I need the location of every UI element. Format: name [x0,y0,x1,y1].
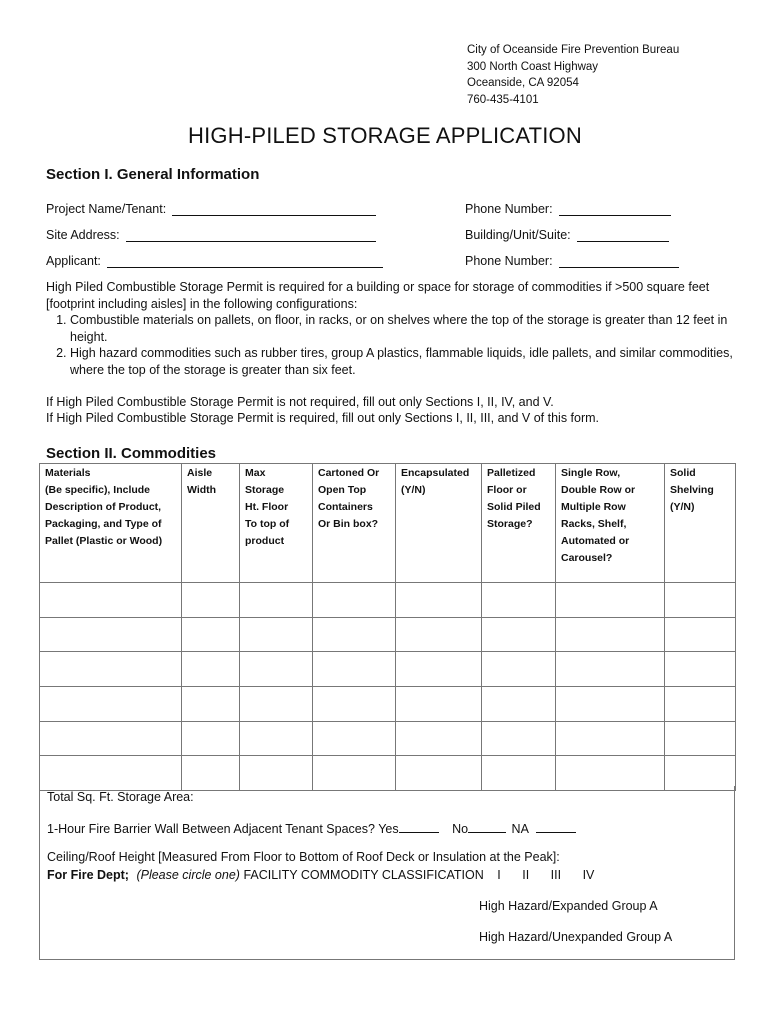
instruction-note: If High Piled Combustible Storage Permit is not required, fill out only Sections I, II, IV, and V. [46,395,554,409]
column-header-palletized: Palletized Floor or Solid Piled Storage? [482,464,556,583]
page-title: HIGH-PILED STORAGE APPLICATION [188,123,582,148]
fire-dept-label: For Fire Dept; [47,868,129,882]
table-cell[interactable] [396,687,482,722]
table-cell[interactable] [313,652,396,687]
na-blank[interactable] [536,820,576,833]
table-cell[interactable] [313,617,396,652]
permit-requirements [46,279,736,378]
site-address-label: Site Address: [46,228,120,242]
permit-intro: High Piled Combustible Storage Permit is required for a building or space for storage of commodities if >500 square feet [footprint including aisles] in the following configurations: [46,280,710,311]
fire-barrier-label: 1-Hour Fire Barrier Wall Between Adjacent Tenant Spaces? Yes [47,822,399,836]
table-cell[interactable] [396,721,482,756]
table-cell[interactable] [482,652,556,687]
table-cell[interactable] [40,583,182,618]
table-cell[interactable] [240,721,313,756]
address-line: Oceanside, CA 92054 [467,77,579,89]
commodities-table [39,463,736,791]
project-name-line[interactable] [172,201,376,216]
no-blank[interactable] [468,820,506,833]
table-cell[interactable] [40,652,182,687]
column-header-cartoned: Cartoned Or Open Top Containers Or Bin box? [313,464,396,583]
table-cell[interactable] [182,617,240,652]
applicant-line[interactable] [107,253,383,268]
table-cell[interactable] [482,583,556,618]
table-row [40,617,736,652]
applicant-label: Applicant: [46,254,101,268]
total-area-label: Total Sq. Ft. Storage Area: [47,790,194,804]
storage-details-box [39,786,735,960]
table-cell[interactable] [240,652,313,687]
table-cell[interactable] [482,721,556,756]
table-cell[interactable] [665,652,736,687]
bureau-address [467,42,679,108]
table-cell[interactable] [556,721,665,756]
column-header-encapsulated: Encapsulated (Y/N) [396,464,482,583]
table-cell[interactable] [665,583,736,618]
class-option[interactable]: IV [582,868,595,882]
table-cell[interactable] [665,617,736,652]
na-label: NA [511,822,529,836]
no-label: No [452,822,469,836]
table-cell[interactable] [40,617,182,652]
site-address-field[interactable] [46,227,376,242]
project-name-field[interactable] [46,201,376,216]
table-cell[interactable] [40,687,182,722]
requirement-item: 1. Combustible materials on pallets, on floor, in racks, or on shelves where the top of the storage is greater than 12 feet in height. [70,312,736,345]
column-header-rack-type: Single Row, Double Row or Multiple Row Racks, Shelf, Automated or Carousel? [556,464,665,583]
requirement-item: 2. High hazard commodities such as rubber tires, group A plastics, flammable liquids, idle pallets, and similar commodities, where the top of the storage is greater than six feet. [70,345,736,378]
table-cell[interactable] [556,617,665,652]
table-cell[interactable] [182,652,240,687]
instruction-note: If High Piled Combustible Storage Permit is required, fill out only Sections I, II, III, and V of this form. [46,411,600,425]
table-header-row [40,464,736,583]
applicant-field[interactable] [46,253,383,268]
building-unit-line[interactable] [577,227,669,242]
class-option[interactable]: II [522,868,530,882]
address-line: 760-435-4101 [467,93,539,106]
table-cell[interactable] [313,583,396,618]
site-address-line[interactable] [126,227,376,242]
table-cell[interactable] [313,721,396,756]
table-cell[interactable] [556,652,665,687]
table-cell[interactable] [396,617,482,652]
table-cell[interactable] [665,721,736,756]
table-cell[interactable] [240,617,313,652]
table-cell[interactable] [240,687,313,722]
table-row [40,687,736,722]
table-cell[interactable] [556,583,665,618]
classification-label: FACILITY COMMODITY CLASSIFICATION [243,868,484,882]
circle-instruction: (Please circle one) [136,868,240,882]
table-cell[interactable] [396,652,482,687]
table-cell[interactable] [182,687,240,722]
section-2-title: Section II. Commodities [46,445,217,462]
table-cell[interactable] [240,583,313,618]
project-name-label: Project Name/Tenant: [46,202,167,216]
table-cell[interactable] [40,721,182,756]
applicant-phone-label: Phone Number: [465,254,553,268]
column-header-materials: Materials (Be specific), Include Description of Product, Packaging, and Type of Pallet (Plastic or Wood) [40,464,182,583]
hazard-option-expanded[interactable]: High Hazard/Expanded Group A [479,899,658,913]
table-cell[interactable] [182,721,240,756]
table-cell[interactable] [665,687,736,722]
phone-number-line[interactable] [559,201,671,216]
column-header-solid-shelving: Solid Shelving (Y/N) [665,464,736,583]
phone-number-field[interactable] [465,201,671,216]
table-row [40,652,736,687]
fire-barrier-question [47,820,576,836]
applicant-phone-field[interactable] [465,253,679,268]
yes-blank[interactable] [399,820,439,833]
table-cell[interactable] [556,687,665,722]
address-line: 300 North Coast Highway [467,60,599,73]
table-row [40,583,736,618]
table-cell[interactable] [482,687,556,722]
table-cell[interactable] [313,687,396,722]
building-unit-label: Building/Unit/Suite: [465,228,571,242]
section-1-title: Section I. General Information [46,166,260,183]
class-option[interactable]: III [550,868,562,882]
applicant-phone-line[interactable] [559,253,679,268]
column-header-aisle-width: Aisle Width [182,464,240,583]
table-cell[interactable] [482,617,556,652]
ceiling-height-label: Ceiling/Roof Height [Measured From Floor to Bottom of Roof Deck or Insulation at the Peak]: [47,850,560,864]
table-cell[interactable] [182,583,240,618]
column-header-max-storage-height: Max Storage Ht. Floor To top of product [240,464,313,583]
table-row [40,721,736,756]
requirement-list [46,312,736,378]
phone-number-label: Phone Number: [465,202,553,216]
hazard-option-unexpanded[interactable]: High Hazard/Unexpanded Group A [479,930,673,944]
table-cell[interactable] [396,583,482,618]
fire-dept-classification [47,868,594,882]
class-option[interactable]: I [497,868,501,882]
building-unit-field[interactable] [465,227,669,242]
address-line: City of Oceanside Fire Prevention Bureau [467,44,680,56]
